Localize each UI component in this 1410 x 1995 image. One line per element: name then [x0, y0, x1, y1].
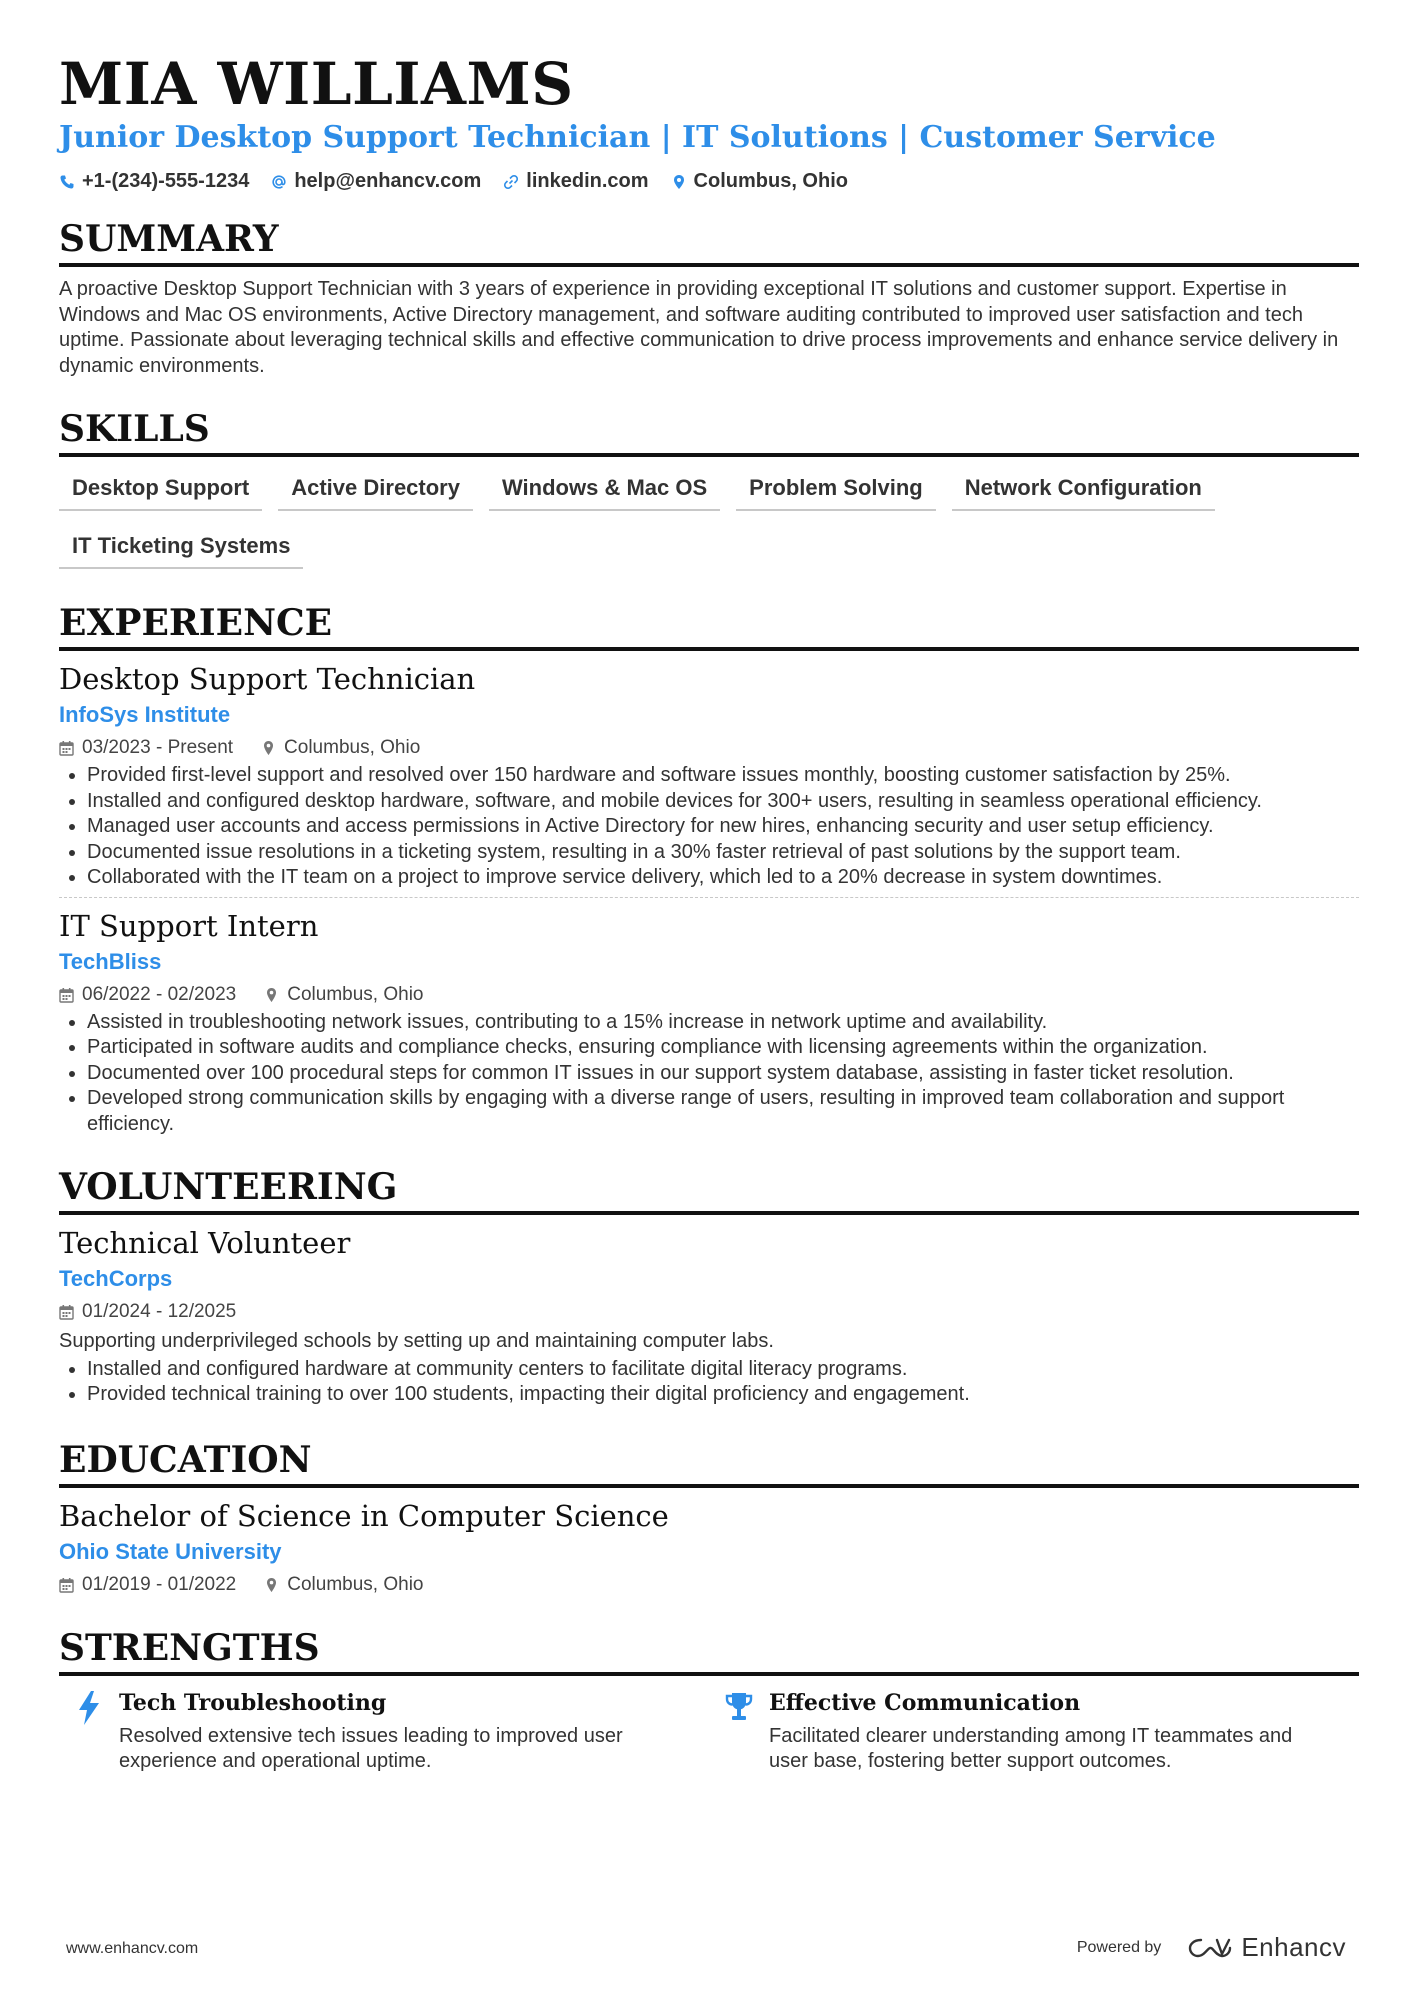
contact-linkedin[interactable] [503, 170, 648, 193]
bullet-item: • Developed strong communication skills by engaging with a diverse range of users, resulting in improved team collaboration and support efficiency. [87, 1086, 1359, 1137]
bullet-item: • Provided technical training to over 100 students, impacting their digital proficiency and engagement. [87, 1382, 1359, 1408]
map-pin-icon [671, 174, 687, 190]
bullet-item: • Participated in software audits and compliance checks, ensuring compliance with licensing agreements within the organization. [87, 1035, 1359, 1061]
strengths-title: STRENGTHS [59, 1628, 1359, 1676]
skill-tag: IT Ticketing Systems [59, 527, 303, 569]
candidate-name: MIA WILLIAMS [59, 50, 574, 118]
calendar-icon [59, 987, 74, 1003]
degree: Bachelor of Science in Computer Science [59, 1498, 669, 1533]
bullet-item: • Provided first-level support and resolved over 150 hardware and software issues monthly, boosting customer satisfaction by 25%. [87, 763, 1359, 789]
linkedin-text: linkedin.com [526, 170, 649, 192]
skill-tag: Windows & Mac OS [489, 469, 720, 511]
skills-section [59, 409, 1359, 569]
map-pin-icon [264, 987, 279, 1003]
volunteering-entry [59, 1225, 1359, 1408]
job-meta [59, 735, 1359, 761]
volunteer-org: TechCorps [59, 1266, 173, 1291]
phone-text: +1-(234)-555-1234 [82, 170, 250, 192]
volunteering-section [59, 1167, 1359, 1408]
job-bullets [59, 763, 1359, 891]
map-pin-icon [261, 740, 276, 756]
footer-branding [1077, 1932, 1346, 1963]
experience-section [59, 603, 1359, 1137]
calendar-icon [59, 740, 74, 756]
skill-tag: Active Directory [278, 469, 473, 511]
location-text: Columbus, Ohio [693, 170, 848, 192]
education-entry [59, 1498, 1359, 1598]
location-text: Columbus, Ohio [287, 983, 424, 1005]
enhancv-logo-icon [1187, 1936, 1233, 1960]
enhancv-logo[interactable] [1187, 1932, 1346, 1963]
location-text: Columbus, Ohio [284, 737, 421, 758]
bullet-item: • Assisted in troubleshooting network issues, contributing to a 15% increase in network uptime and availability. [87, 1010, 1359, 1036]
calendar-icon [59, 1304, 74, 1320]
strength-title: Tech Troubleshooting [119, 1689, 387, 1716]
strengths-list [59, 1688, 1359, 1775]
powered-by-label: Powered by [1076, 1938, 1162, 1956]
trophy-icon [709, 1688, 769, 1775]
skill-tag: Network Configuration [952, 469, 1215, 511]
job-title: IT Support Intern [59, 908, 319, 943]
bolt-icon [59, 1688, 119, 1775]
calendar-icon [59, 1577, 74, 1593]
volunteer-bullets [59, 1357, 1359, 1408]
resume-page [59, 52, 1359, 1775]
bullet-item: • Installed and configured desktop hardware, software, and mobile devices for 300+ users, resulting in seamless operational efficiency. [87, 789, 1359, 815]
experience-entry [59, 908, 1359, 1138]
company-name: InfoSys Institute [59, 702, 231, 727]
strength-description: Facilitated clearer understanding among IT teammates and user base, fostering better support outcomes. [769, 1724, 1293, 1772]
location-text: Columbus, Ohio [287, 1573, 424, 1595]
job-title: Desktop Support Technician [59, 662, 476, 696]
volunteer-description: Supporting underprivileged schools by setting up and maintaining computer labs. [59, 1330, 774, 1352]
volunteer-dates [59, 1299, 236, 1325]
link-icon [503, 174, 519, 190]
bullet-item: • Documented over 100 procedural steps for common IT issues in our support system database, assisting in faster ticket resolution. [87, 1061, 1359, 1087]
job-location [264, 982, 423, 1008]
job-location [261, 735, 420, 761]
volunteer-meta [59, 1299, 1359, 1325]
job-dates [59, 982, 236, 1008]
education-location [264, 1572, 423, 1598]
education-title: EDUCATION [59, 1440, 1359, 1488]
dates-text: 01/2019 - 01/2022 [82, 1573, 237, 1595]
brand-name: Enhancv [1241, 1932, 1346, 1962]
email-text: help@enhancv.com [294, 170, 482, 192]
education-section [59, 1440, 1359, 1598]
map-pin-icon [264, 1577, 279, 1593]
summary-title: SUMMARY [59, 219, 1359, 267]
entry-divider [59, 897, 1359, 898]
at-icon [271, 174, 287, 190]
job-dates [59, 735, 233, 761]
strength-item [709, 1688, 1359, 1775]
contact-email[interactable] [271, 170, 481, 193]
phone-icon [59, 174, 75, 190]
volunteer-role: Technical Volunteer [59, 1226, 351, 1260]
dates-text: 03/2023 - Present [82, 737, 234, 758]
bullet-item: • Documented issue resolutions in a ticketing system, resulting in a 30% faster retrieval of past solutions by the support team. [87, 840, 1359, 866]
summary-text: A proactive Desktop Support Technician with 3 years of experience in providing exceptional IT solutions and customer support. Expertise in Windows and Mac OS environments, Active Directory management, and software auditing contributed to improved user satisfaction and tech uptime. Passionate about leveraging technical skills and effective communication to drive process improvements and enhance service delivery in dynamic environments. [59, 278, 1339, 377]
summary-section [59, 219, 1359, 379]
bullet-item: • Managed user accounts and access permissions in Active Directory for new hires, enhancing security and user setup efficiency. [87, 814, 1359, 840]
skills-title: SKILLS [59, 409, 1359, 457]
strength-title: Effective Communication [769, 1689, 1081, 1716]
bullet-item: • Collaborated with the IT team on a project to improve service delivery, which led to a 20% decrease in system downtimes. [87, 865, 1359, 891]
strength-item [59, 1688, 709, 1775]
volunteering-title: VOLUNTEERING [59, 1167, 1359, 1215]
dates-text: 01/2024 - 12/2025 [82, 1301, 237, 1322]
skill-tag: Problem Solving [736, 469, 936, 511]
contact-phone[interactable] [59, 170, 249, 193]
dates-text: 06/2022 - 02/2023 [82, 983, 237, 1005]
footer-website[interactable]: www.enhancv.com [66, 1940, 199, 1957]
experience-title: EXPERIENCE [59, 603, 1359, 651]
school-name: Ohio State University [59, 1538, 282, 1564]
education-meta [59, 1572, 1359, 1598]
education-dates [59, 1572, 236, 1598]
contact-bar [59, 170, 1359, 193]
skills-list [59, 469, 1359, 569]
company-name: TechBliss [59, 948, 162, 974]
bullet-item: • Installed and configured hardware at community centers to facilitate digital literacy programs. [87, 1357, 1359, 1383]
headline: Junior Desktop Support Technician | IT Solutions | Customer Service [59, 120, 1216, 155]
job-bullets [59, 1010, 1359, 1138]
strengths-section [59, 1628, 1359, 1775]
skill-tag: Desktop Support [59, 469, 262, 511]
experience-entry [59, 661, 1359, 898]
contact-location [671, 170, 848, 193]
strength-description: Resolved extensive tech issues leading to improved user experience and operational uptime. [119, 1724, 623, 1772]
job-meta [59, 982, 1359, 1008]
